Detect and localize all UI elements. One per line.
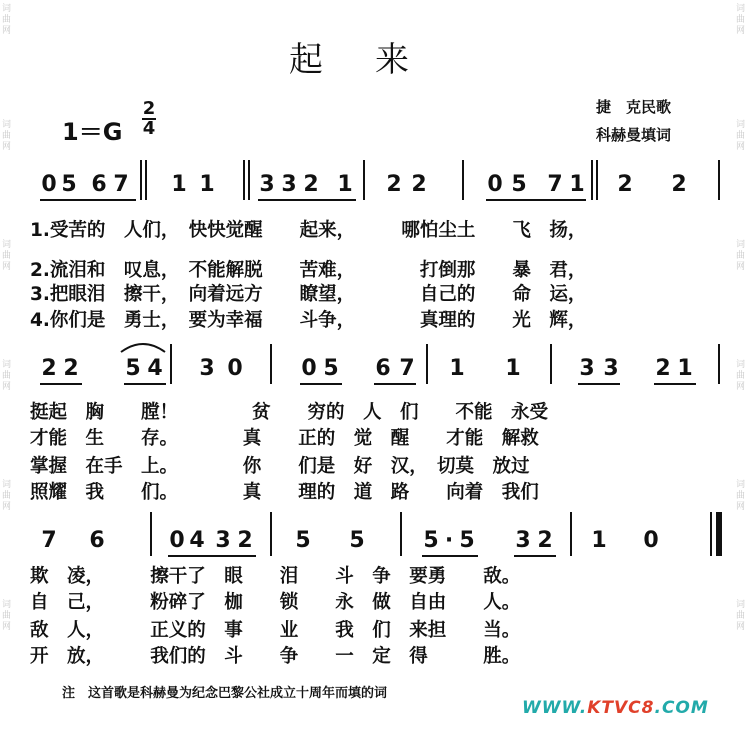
notation-line — [30, 356, 720, 386]
note-digit: 0 — [41, 172, 57, 197]
lyric-verse-1: 1.受苦的 人们， 快快觉醒 起来， 哪怕尘土 飞 扬， — [30, 220, 587, 241]
note-digit: 0 — [487, 172, 503, 197]
barline — [270, 512, 272, 556]
note-digit: 2 — [617, 172, 633, 197]
notation-line — [30, 172, 720, 202]
note-digit: 5 — [349, 528, 365, 553]
note-digit: 6 — [91, 172, 107, 197]
notation-line — [30, 528, 720, 558]
watermark-right: 词 曲 网 — [736, 4, 746, 36]
note-digit: 4 — [147, 356, 163, 381]
note-digit: 7 — [399, 356, 415, 381]
barline — [270, 344, 272, 384]
barline — [718, 160, 720, 200]
note-digit: 2 — [537, 528, 553, 553]
lyric-verse-3: 敌 人， 正义的 事 业 我 们 来担 当。 — [30, 620, 521, 641]
note-digit: 3 — [259, 172, 275, 197]
beam-underline — [40, 199, 136, 201]
watermark-right: 词 曲 网 — [736, 360, 746, 392]
note-digit: 0 — [169, 528, 185, 553]
lyric-verse-1: 挺起 胸 膛！ 贫 穷的 人 们 不能 永受 — [30, 402, 549, 423]
watermark-right: 词 曲 网 — [736, 120, 746, 152]
barline — [170, 344, 172, 384]
beam-underline — [374, 383, 416, 385]
note-digit: 1 — [199, 172, 215, 197]
watermark-right: 词 曲 网 — [736, 600, 746, 632]
logo-suffix: .COM — [654, 698, 709, 718]
beam-underline — [578, 383, 620, 385]
note-digit: 6 — [375, 356, 391, 381]
watermark-right: 词 曲 网 — [736, 240, 746, 272]
note-digit: 1 — [677, 356, 693, 381]
note-digit: 2 — [63, 356, 79, 381]
final-barline — [716, 512, 722, 556]
barline — [550, 344, 552, 384]
note-digit: 3 — [199, 356, 215, 381]
note-digit: · — [444, 528, 454, 553]
time-signature-top: 2 — [142, 98, 156, 119]
note-digit: 3 — [579, 356, 595, 381]
barline — [140, 160, 142, 200]
beam-underline — [654, 383, 696, 385]
note-digit: 3 — [603, 356, 619, 381]
time-signature — [142, 100, 156, 138]
watermark-left: 词 曲 网 — [2, 480, 12, 512]
slur-icon — [118, 340, 168, 354]
beam-underline — [124, 383, 166, 385]
note-digit: 5 — [125, 356, 141, 381]
logo-prefix: WWW. — [522, 698, 588, 718]
lyric-verse-1: 欺 凌， 擦干了 眼 泪 斗 争 要勇 敌。 — [30, 566, 521, 587]
note-digit: 5 — [459, 528, 475, 553]
barline — [400, 512, 402, 556]
note-digit: 1 — [449, 356, 465, 381]
note-digit: 2 — [386, 172, 402, 197]
note-digit: 0 — [227, 356, 243, 381]
note-digit: 2 — [671, 172, 687, 197]
note-digit: 7 — [547, 172, 563, 197]
beam-underline — [300, 383, 342, 385]
lyric-verse-3: 3.把眼泪 擦干， 向着远方 瞭望， 自己的 命 运， — [30, 284, 587, 305]
barline — [710, 512, 712, 556]
watermark-left: 词 曲 网 — [2, 600, 12, 632]
note-digit: 7 — [41, 528, 57, 553]
footnote: 注 这首歌是科赫曼为纪念巴黎公社成立十周年而填的词 — [62, 686, 388, 701]
site-logo — [522, 698, 709, 718]
barline — [243, 160, 245, 200]
lyric-verse-3: 掌握 在手 上。 你 们是 好 汉， 切莫 放过 — [30, 456, 530, 477]
beam-underline — [486, 199, 586, 201]
watermark-left: 词 曲 网 — [2, 4, 12, 36]
barline — [591, 160, 593, 200]
note-digit: 5 — [61, 172, 77, 197]
watermark-left: 词 曲 网 — [2, 120, 12, 152]
lyric-verse-2: 才能 生 存。 真 正的 觉 醒 才能 解救 — [30, 428, 539, 449]
note-digit: 1 — [569, 172, 585, 197]
note-digit: 7 — [113, 172, 129, 197]
time-signature-bottom: 4 — [142, 118, 156, 139]
watermark-left: 词 曲 网 — [2, 240, 12, 272]
barline — [596, 160, 598, 200]
beam-underline — [40, 383, 82, 385]
lyric-verse-4: 开 放， 我们的 斗 争 一 定 得 胜。 — [30, 646, 521, 667]
barline — [145, 160, 147, 200]
note-digit: 0 — [301, 356, 317, 381]
note-digit: 5 — [323, 356, 339, 381]
key-signature: 1＝G — [62, 118, 123, 146]
barline — [462, 160, 464, 200]
note-digit: 1 — [505, 356, 521, 381]
note-digit: 3 — [515, 528, 531, 553]
watermark-left: 词 曲 网 — [2, 360, 12, 392]
note-digit: 1 — [591, 528, 607, 553]
note-digit: 2 — [237, 528, 253, 553]
barline — [570, 512, 572, 556]
note-digit: 2 — [41, 356, 57, 381]
note-digit: 1 — [171, 172, 187, 197]
lyric-verse-2: 自 己， 粉碎了 枷 锁 永 做 自由 人。 — [30, 592, 521, 613]
beam-underline — [422, 555, 478, 557]
credit-lyricist: 科赫曼填词 — [596, 126, 672, 144]
note-digit: 5 — [511, 172, 527, 197]
barline — [363, 160, 365, 200]
watermark-right: 词 曲 网 — [736, 480, 746, 512]
note-digit: 5 — [423, 528, 439, 553]
barline — [718, 344, 720, 384]
note-digit: 3 — [215, 528, 231, 553]
note-digit: 2 — [411, 172, 427, 197]
note-digit: 6 — [89, 528, 105, 553]
logo-brand: KTVC8 — [587, 698, 655, 718]
note-digit: 2 — [303, 172, 319, 197]
lyric-verse-2: 2.流泪和 叹息， 不能解脱 苦难， 打倒那 暴 君， — [30, 260, 587, 281]
note-digit: 3 — [281, 172, 297, 197]
beam-underline — [258, 199, 356, 201]
song-title: 起来 — [289, 40, 461, 80]
credit-origin: 捷 克民歌 — [596, 98, 672, 116]
note-digit: 1 — [337, 172, 353, 197]
note-digit: 0 — [643, 528, 659, 553]
lyric-verse-4: 4.你们是 勇士， 要为幸福 斗争， 真理的 光 辉， — [30, 310, 587, 331]
barline — [426, 344, 428, 384]
lyric-verse-4: 照耀 我 们。 真 理的 道 路 向着 我们 — [30, 482, 539, 503]
beam-underline — [168, 555, 256, 557]
beam-underline — [514, 555, 556, 557]
note-digit: 4 — [189, 528, 205, 553]
barline — [150, 512, 152, 556]
note-digit: 5 — [295, 528, 311, 553]
barline — [248, 160, 250, 200]
note-digit: 2 — [655, 356, 671, 381]
